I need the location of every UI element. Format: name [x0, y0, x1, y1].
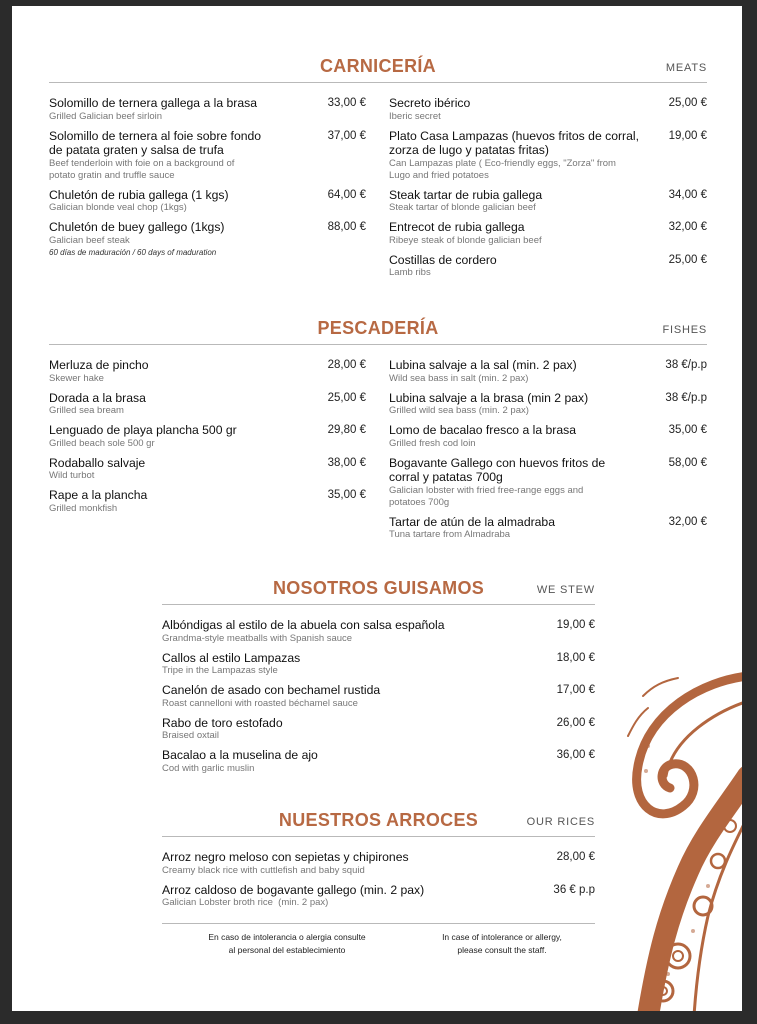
item-price: 38 €/p.p [665, 391, 707, 404]
menu-item [162, 683, 595, 710]
item-name: Rape a la plancha [49, 488, 148, 502]
menu-item [389, 515, 707, 542]
item-name: Tartar de atún de la almadraba [389, 514, 555, 529]
item-price: 36 € p.p [553, 883, 595, 896]
item-desc: Galician blonde veal chop (1kgs) [49, 202, 187, 213]
item-desc: Galician lobster with fried free-range eggs and potatoes 700g [389, 484, 584, 508]
menu-page [12, 6, 742, 1011]
item-price: 33,00 € [327, 97, 366, 109]
item-name: Lomo de bacalao fresco a la brasa [389, 423, 576, 437]
item-name: Albóndigas al estilo de la abuela con salsa española [162, 618, 445, 632]
item-name: Solomillo de ternera al foie sobre fondo de patata graten y salsa de trufa [49, 128, 262, 157]
menu-item [162, 651, 595, 678]
item-desc: Grilled sea bream [49, 405, 124, 416]
item-price: 36,00 € [556, 749, 595, 761]
item-name: Lenguado de playa plancha 500 gr [49, 423, 237, 437]
item-desc: Grilled wild sea bass (min. 2 pax) [389, 405, 529, 416]
divider [49, 82, 707, 83]
menu-item [389, 423, 707, 450]
divider [49, 344, 707, 345]
item-price: 25,00 € [668, 97, 707, 109]
notice-line: In case of intolerance or allergy, [442, 932, 562, 942]
item-desc: Grilled monkfish [49, 502, 118, 514]
section-title: PESCADERÍA [317, 318, 439, 338]
section-subtitle: OUR RICES [526, 816, 595, 828]
item-price: 37,00 € [327, 129, 366, 142]
menu-item [389, 188, 707, 215]
item-price: 19,00 € [668, 129, 707, 142]
item-name: Arroz negro meloso con sepietas y chipirones [162, 850, 409, 864]
item-desc: Wild sea bass in salt (min. 2 pax) [389, 372, 529, 384]
item-desc: Roast cannelloni with roasted béchamel sauce [162, 697, 358, 709]
item-price: 64,00 € [327, 188, 366, 201]
item-desc: Iberic secret [389, 110, 441, 122]
divider [162, 923, 595, 924]
menu-item [49, 358, 366, 385]
item-price: 28,00 € [556, 851, 595, 863]
menu-item [162, 850, 595, 877]
item-name: Costillas de cordero [389, 252, 497, 267]
item-desc: Steak tartar of blonde galician beef [389, 202, 536, 213]
menu-item [389, 391, 707, 418]
item-name: Dorada a la brasa [49, 390, 146, 405]
section-title: NOSOTROS GUISAMOS [272, 578, 485, 598]
fish-section [49, 318, 707, 547]
item-name: Plato Casa Lampazas (huevos fritos de corral, zorza de lugo y patatas fritas) [389, 128, 639, 157]
section-subtitle: WE STEW [536, 584, 595, 596]
item-price: 25,00 € [668, 253, 707, 266]
menu-item [49, 456, 366, 483]
divider [162, 604, 595, 605]
item-name: Arroz caldoso de bogavante gallego (min. 2 pax) [162, 882, 425, 897]
item-desc: Cod with garlic muslin [162, 762, 255, 774]
menu-item [49, 129, 366, 182]
item-price: 25,00 € [327, 391, 366, 404]
item-price: 32,00 € [668, 221, 707, 233]
item-desc: Skewer hake [49, 372, 104, 384]
item-name: Chuletón de rubia gallega (1 kgs) [49, 187, 229, 202]
item-name: Secreto ibérico [389, 96, 471, 110]
item-price: 17,00 € [556, 684, 595, 696]
item-price: 29,80 € [327, 424, 366, 436]
notice-line: al personal del establecimiento [228, 945, 346, 955]
item-desc: Creamy black rice with cuttlefish and baby squid [162, 864, 365, 876]
item-name: Lubina salvaje a la brasa (min 2 pax) [389, 390, 589, 405]
item-name: Lubina salvaje a la sal (min. 2 pax) [389, 358, 577, 372]
section-title: CARNICERÍA [319, 56, 436, 76]
item-name: Bacalao a la muselina de ajo [162, 748, 318, 762]
item-price: 32,00 € [668, 515, 707, 528]
item-name: Rabo de toro estofado [162, 715, 283, 730]
item-desc: Lamb ribs [389, 267, 431, 278]
meats-section [49, 56, 707, 285]
item-desc: Grilled Galician beef sirloin [49, 110, 162, 122]
item-desc: Tuna tartare from Almadraba [389, 529, 511, 540]
item-price: 35,00 € [668, 424, 707, 436]
menu-item [49, 391, 366, 418]
divider [162, 836, 595, 837]
item-desc: Grilled fresh cod loin [389, 437, 476, 449]
item-desc: Wild turbot [49, 470, 95, 481]
item-name: Bogavante Gallego con huevos fritos de corral y patatas 700g [389, 455, 606, 484]
item-price: 19,00 € [556, 619, 595, 631]
item-price: 38 €/p.p [665, 359, 707, 371]
item-price: 34,00 € [668, 188, 707, 201]
menu-item [49, 488, 366, 515]
item-price: 88,00 € [327, 221, 366, 233]
menu-item [162, 716, 595, 743]
notice-line: En caso de intolerancia o alergia consulte [208, 932, 366, 942]
item-price: 18,00 € [556, 651, 595, 664]
item-desc: Grilled beach sole 500 gr [49, 437, 155, 449]
item-name: Merluza de pincho [49, 358, 149, 372]
item-price: 38,00 € [327, 456, 366, 469]
item-price: 58,00 € [668, 456, 707, 469]
menu-item [49, 188, 366, 215]
item-desc: Beef tenderloin with foie on a background of potato gratin and truffle sauce [49, 157, 235, 181]
menu-item [389, 96, 707, 123]
item-name: Callos al estilo Lampazas [162, 650, 301, 665]
menu-item [162, 883, 595, 910]
item-name: Chuletón de buey gallego (1kgs) [49, 220, 225, 234]
octopus-tentacle-illustration [608, 656, 742, 1011]
item-price: 28,00 € [327, 359, 366, 371]
menu-item [389, 358, 707, 385]
item-desc: Can Lampazas plate ( Eco-friendly eggs, "Zorza" from Lugo and fried potatoes [389, 157, 616, 181]
section-title: NUESTROS ARROCES [278, 810, 479, 830]
item-desc: Tripe in the Lampazas style [162, 665, 278, 676]
item-desc: Braised oxtail [162, 730, 220, 741]
item-price: 26,00 € [556, 716, 595, 729]
item-desc: Grandma-style meatballs with Spanish sauce [162, 632, 353, 644]
item-desc: Ribeye steak of blonde galician beef [389, 234, 542, 246]
menu-item [162, 748, 595, 775]
menu-item [389, 456, 707, 509]
menu-item [389, 253, 707, 280]
menu-item [49, 220, 366, 258]
notice-line: please consult the staff. [457, 945, 547, 955]
stews-section [162, 578, 595, 781]
rice-section [162, 810, 595, 924]
menu-item [162, 618, 595, 645]
item-price: 35,00 € [327, 489, 366, 501]
item-name: Entrecot de rubia gallega [389, 220, 525, 234]
menu-item [389, 220, 707, 247]
section-subtitle: MEATS [665, 62, 707, 74]
menu-item [49, 96, 366, 123]
menu-item [49, 423, 366, 450]
item-name: Rodaballo salvaje [49, 455, 146, 470]
allergy-notice-en [412, 931, 592, 957]
allergy-notice-es [172, 931, 402, 957]
item-name: Solomillo de ternera gallega a la brasa [49, 96, 257, 110]
item-name: Canelón de asado con bechamel rustida [162, 683, 381, 697]
item-desc: Galician beef steak [49, 234, 130, 246]
item-name: Steak tartar de rubia gallega [389, 187, 543, 202]
menu-item [389, 129, 707, 182]
item-desc: Galician Lobster broth rice (min. 2 pax) [162, 897, 329, 908]
item-note: 60 días de maduración / 60 days of maduration [49, 247, 217, 257]
section-subtitle: FISHES [662, 324, 707, 336]
